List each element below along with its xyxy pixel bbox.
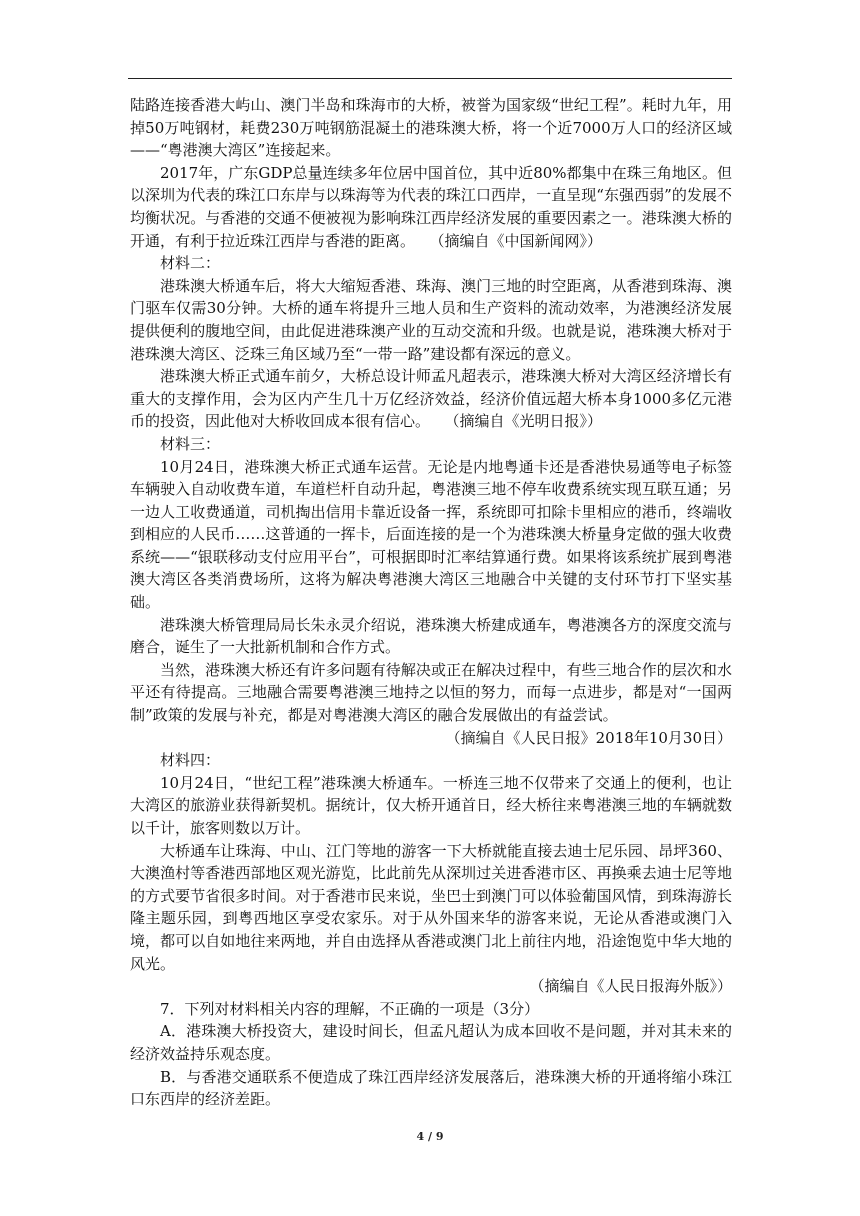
section-label: 材料三： — [160, 434, 221, 453]
section-label: 材料四： — [160, 751, 221, 770]
paragraph: 港珠澳大桥通车后，将大大缩短香港、珠海、澳门三地的时空距离，从香港到珠海、澳门驱车仅需30分钟。大桥的通车将提升三地人员和生产资料的流动效率，为港澳经济发展提供便利的腹地空间，由此促进港珠澳产业的互动交流和升级。也就是说，港珠澳大桥对于港珠澳大湾区、泛珠三角区域乃至“一带一路”建设都有深远的意义。 — [130, 276, 732, 363]
source-citation: （摘编自《中国新闻网》） — [437, 231, 603, 250]
question-stem: 7．下列对材料相关内容的理解，不正确的一项是（3分） — [160, 999, 540, 1018]
header-rule — [128, 78, 732, 79]
paragraph: 陆路连接香港大屿山、澳门半岛和珠海市的大桥，被誉为国家级“世纪工程”。耗时九年，用掉50万吨钢材，耗费230万吨钢筋混凝土的港珠澳大桥，将一个近7000万人口的经济区域——“粤港澳大湾区”连接起来。 — [130, 96, 732, 160]
source-citation: （摘编自《人民日报》2018年10月30日） — [445, 728, 732, 747]
paragraph: 港珠澳大桥管理局局长朱永灵介绍说，港珠澳大桥建成通车，粤港澳各方的深度交流与磨合，诞生了一大批新机制和合作方式。 — [130, 615, 732, 657]
answer-option-a: A．港珠澳大桥投资大，建设时间长，但孟凡超认为成本回收不是问题，并对其未来的经济效益持乐观态度。 — [130, 1022, 732, 1063]
source-citation: （摘编自《光明日报》） — [452, 412, 603, 431]
paragraph: 当然，港珠澳大桥还有许多问题有待解决或正在解决过程中，有些三地合作的层次和水平还有待提高。三地融合需要粤港澳三地持之以恒的努力，而每一点进步，都是对“一国两制”政策的发展与补充，都是对粤港澳大湾区的融合发展做出的有益尝试。 — [130, 660, 732, 725]
answer-option-b: B．与香港交通联系不便造成了珠江西岸经济发展落后，港珠澳大桥的开通将缩小珠江口东西岸的经济差距。 — [130, 1067, 732, 1109]
paragraph: 10月24日，“世纪工程”港珠澳大桥通车。一桥连三地不仅带来了交通上的便利，也让大湾区的旅游业获得新契机。据统计，仅大桥开通首日，经大桥往来粤港澳三地的车辆就数以千计，旅客则数以万计。 — [130, 773, 732, 837]
paragraph: 2017年，广东GDP总量连续多年位居中国首位，其中近80%都集中在珠三角地区。但以深圳为代表的珠江口东岸与以珠海等为代表的珠江口西岸，一直呈现“东强西弱”的发展不均衡状况。与香港的交通不便被视为影响珠江西岸经济发展的重要因素之一。港珠澳大桥的开通，有利于拉近珠江西岸与香港的距离。 （摘编自《中国新闻网》） — [130, 163, 732, 250]
paragraph: 港珠澳大桥正式通车前夕，大桥总设计师孟凡超表示，港珠澳大桥对大湾区经济增长有重大的支撑作用，会为区内产生几十万亿经济效益，经济价值远超大桥本身1000多亿元港币的投资，因此他对大桥收回成本很有信心。 （摘编自《光明日报》） — [130, 367, 732, 431]
paragraph: 大桥通车让珠海、中山、江门等地的游客一下大桥就能直接去迪士尼乐园、昂坪360、大澳渔村等香港西部地区观光游览，比此前先从深圳过关进香港市区、再换乘去迪士尼等地的方式要节省很多时间。对于香港市民来说，坐巴士到澳门可以体验葡国风情，到珠海游长隆主题乐园，到粤西地区享受农家乐。对于从外国来华的游客来说，无论从香港或澳门入境，都可以自如地往来两地，并自由选择从香港或澳门北上前往内地，沿途饱览中华大地的风光。 — [130, 841, 732, 973]
paragraph: 10月24日，港珠澳大桥正式通车运营。无论是内地粤通卡还是香港快易通等电子标签车辆驶入自动收费车道，车道栏杆自动升起，粤港澳三地不停车收费系统实现互联互通；另一边人工收费通道，司机掏出信用卡靠近设备一挥，系统即可扣除卡里相应的港币，终端收到相应的人民币……这普通的一挥卡，后面连接的是一个为港珠澳大桥量身定做的强大收费系统——“银联移动支付应用平台”，可根据即时汇率结算通行费。如果将该系统扩展到粤港澳大湾区各类消费场所，这将为解决粤港澳大湾区三地融合中关键的支付环节打下坚实基础。 — [130, 457, 732, 612]
page-number: 4 / 9 — [416, 1130, 444, 1143]
document-body — [130, 94, 732, 1111]
source-citation: （摘编自《人民日报海外版》） — [529, 977, 732, 996]
section-label: 材料二： — [160, 254, 221, 273]
